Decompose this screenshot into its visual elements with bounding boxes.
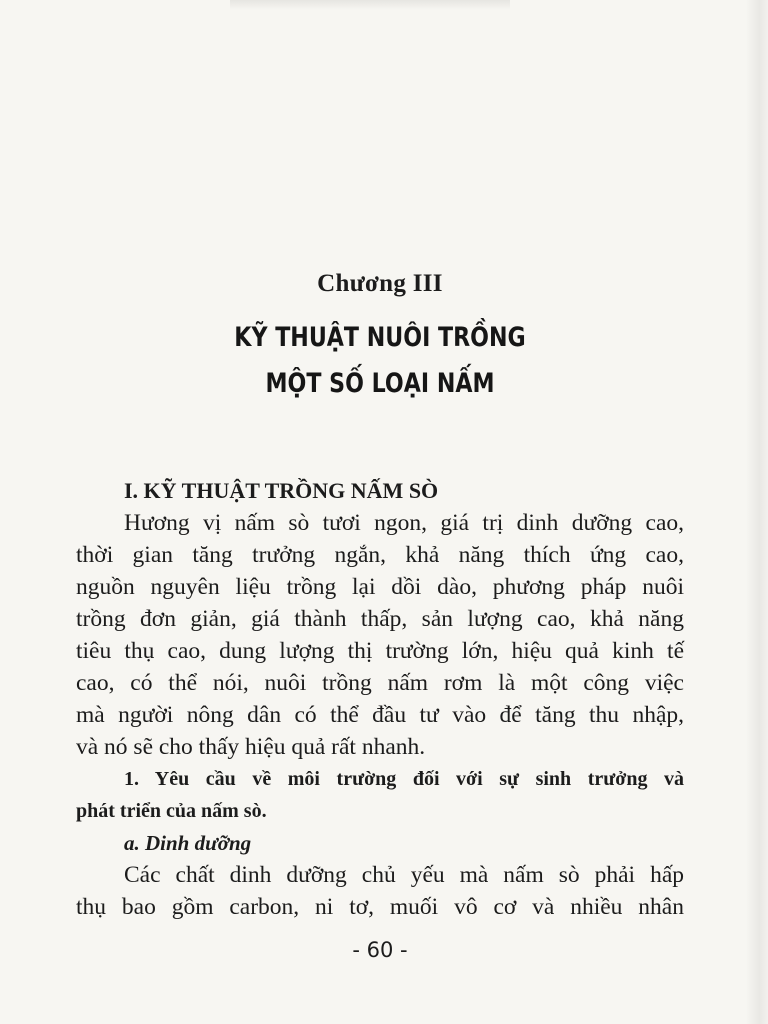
paragraph-line: thụ bao gồm carbon, ni tơ, muối vô cơ và nhiều nhân [76,894,684,920]
chapter-title-line-1: KỸ THUẬT NUÔI TRỒNG [234,322,526,353]
page-number: - 60 - [352,938,408,962]
paragraph-line: Các chất dinh dưỡng chủ yếu mà nấm sò phải hấp [124,862,684,888]
paragraph-line: và nó sẽ cho thấy hiệu quả rất nhanh. [76,734,426,760]
page-body [76,475,684,923]
chapter-label: Chương III [317,270,443,297]
paragraph-line: tiêu thụ cao, dung lượng thị trường lớn, hiệu quả kinh tế [76,638,684,664]
paragraph-line: nguồn nguyên liệu trồng lại dồi dào, phương pháp nuôi [76,574,684,600]
page-edge [746,0,768,1024]
section-heading: I. KỸ THUẬT TRỒNG NẤM SÒ [124,478,439,503]
paragraph-line: cao, có thể nói, nuôi trồng nấm rơm là một công việc [76,670,684,696]
paragraph-line: mà người nông dân có thể đầu tư vào để tăng thu nhập, [76,702,684,728]
paragraph-line: thời gian tăng trưởng ngắn, khả năng thích ứng cao, [76,542,684,568]
subsection-heading-line-2: phát triển của nấm sò. [76,800,267,822]
subsection-heading-line-1: 1. Yêu cầu về môi trường đối với sự sinh trưởng và [124,768,684,790]
paragraph-line: Hương vị nấm sò tươi ngon, giá trị dinh dưỡng cao, [124,510,684,536]
scan-shadow [230,0,510,10]
chapter-title-line-2: MỘT SỐ LOẠI NẤM [265,368,495,399]
paragraph-line: trồng đơn giản, giá thành thấp, sản lượng cao, khả năng [76,606,684,632]
item-heading: a. Dinh dưỡng [124,831,252,855]
